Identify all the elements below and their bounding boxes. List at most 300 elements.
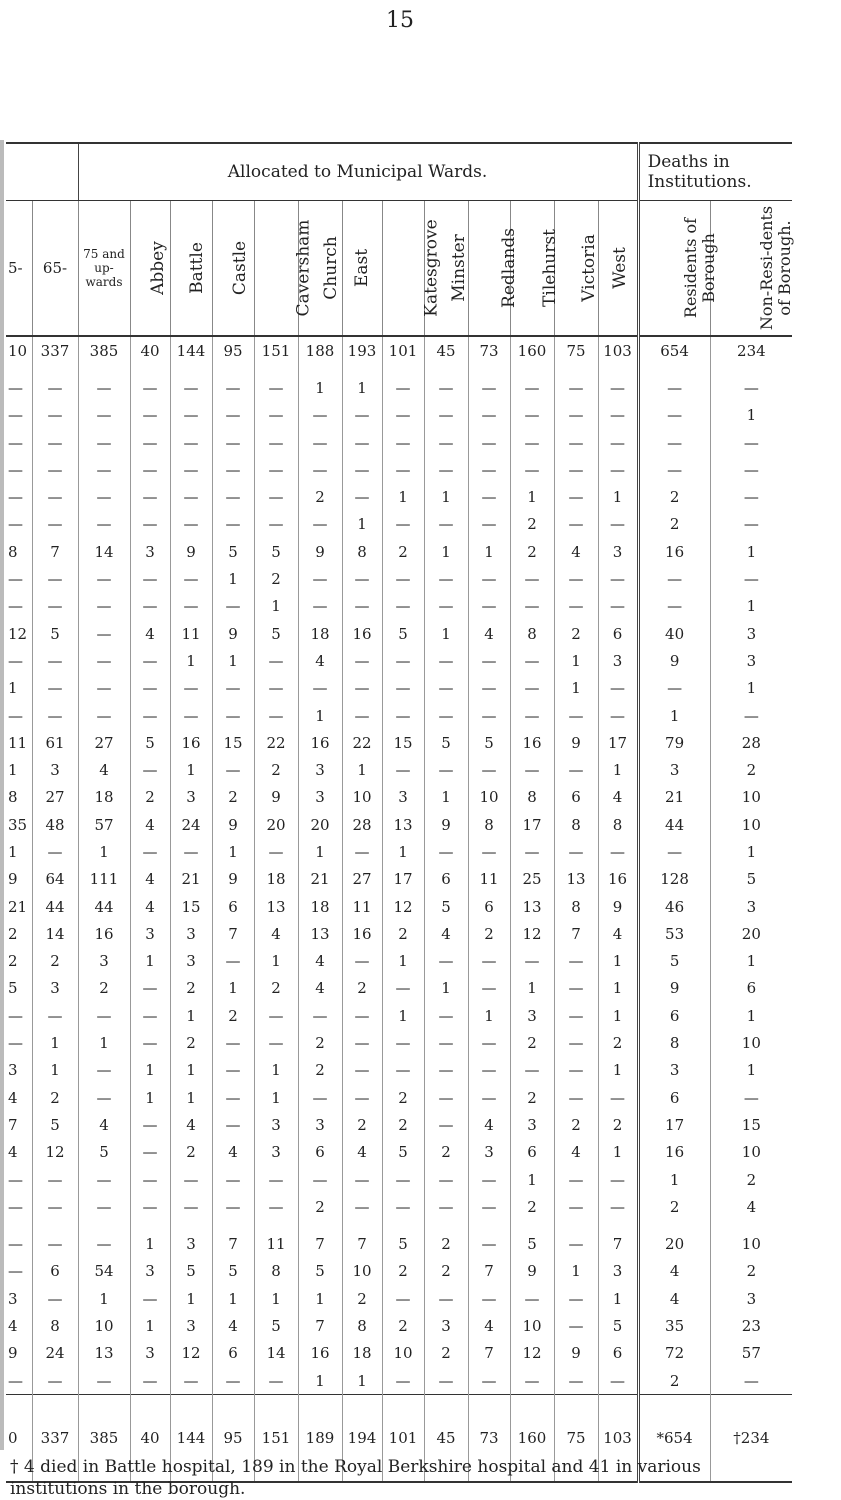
table-cell: — <box>342 948 382 975</box>
table-cell: — <box>342 838 382 865</box>
table-cell: 1 <box>254 1057 298 1084</box>
table-cell: 4 <box>130 893 170 920</box>
table-cell: 9 <box>212 620 254 647</box>
table-cell: 2 <box>170 1139 212 1166</box>
table-row <box>6 1166 792 1193</box>
table-cell: 337 <box>32 1395 78 1483</box>
table-cell: 2 <box>170 975 212 1002</box>
table-cell: 1 <box>254 1084 298 1111</box>
table-cell: — <box>170 565 212 592</box>
table-cell: — <box>468 511 510 538</box>
table-cell: 2 <box>510 1193 554 1220</box>
table-cell: — <box>8 651 23 670</box>
table-cell: — <box>212 1193 254 1220</box>
table-cell: — <box>78 1002 130 1029</box>
table-cell: — <box>598 1084 638 1111</box>
table-cell: 53 <box>638 920 710 947</box>
table-row <box>6 511 792 538</box>
table-cell: — <box>130 374 170 401</box>
table-cell: 2 <box>598 1111 638 1138</box>
table-cell: — <box>382 675 424 702</box>
table-row <box>6 675 792 702</box>
table-cell: 20 <box>254 811 298 838</box>
table-cell: — <box>424 456 468 483</box>
table-cell: 5 <box>254 538 298 565</box>
table-cell: — <box>710 456 792 483</box>
table-cell: 3 <box>170 1312 212 1339</box>
table-cell: 9 <box>554 729 598 756</box>
table-cell: 4 <box>554 1139 598 1166</box>
table-cell: 2 <box>342 975 382 1002</box>
table-cell: — <box>32 374 78 401</box>
table-cell: 18 <box>342 1340 382 1367</box>
table-cell: 44 <box>32 893 78 920</box>
table-cell: 101 <box>382 336 424 364</box>
table-cell: 151 <box>254 336 298 364</box>
table-cell: — <box>212 374 254 401</box>
table-cell: — <box>170 702 212 729</box>
table-cell: 7 <box>32 538 78 565</box>
table-cell: — <box>130 429 170 456</box>
table-cell: 1 <box>254 593 298 620</box>
table-cell: 4 <box>212 1312 254 1339</box>
table-cell: 1 <box>710 838 792 865</box>
table-row <box>6 456 792 483</box>
table-cell: 1 <box>342 1367 382 1395</box>
table-cell: 75 <box>554 336 598 364</box>
table-cell: 2 <box>254 565 298 592</box>
table-cell: 3 <box>254 1111 298 1138</box>
table-cell: 3 <box>424 1312 468 1339</box>
table-cell: — <box>424 374 468 401</box>
table-cell: — <box>510 756 554 783</box>
table-cell: 12 <box>170 1340 212 1367</box>
table-cell: 234 <box>710 336 792 364</box>
table-cell: 1 <box>510 1166 554 1193</box>
table-cell: 1 <box>8 842 18 861</box>
table-cell: 3 <box>598 538 638 565</box>
table-cell: — <box>254 374 298 401</box>
table-cell: 40 <box>130 336 170 364</box>
table-cell: — <box>254 1029 298 1056</box>
col-header-katesgrove: Katesgrove <box>421 219 442 317</box>
table-cell: — <box>212 429 254 456</box>
table-cell: 72 <box>638 1340 710 1367</box>
table-cell: 3 <box>130 538 170 565</box>
table-cell: 16 <box>638 538 710 565</box>
table-cell: 2 <box>468 920 510 947</box>
table-cell: 18 <box>78 784 130 811</box>
table-cell: — <box>382 565 424 592</box>
table-cell: — <box>554 1285 598 1312</box>
table-cell: — <box>342 483 382 510</box>
table-cell: — <box>342 1084 382 1111</box>
table-cell: 20 <box>638 1231 710 1258</box>
table-cell: 9 <box>212 811 254 838</box>
table-cell: 18 <box>298 620 342 647</box>
table-cell: 5 <box>130 729 170 756</box>
table-cell: 46 <box>638 893 710 920</box>
table-cell: 8 <box>8 542 18 561</box>
table-cell: — <box>130 402 170 429</box>
table-cell: 1 <box>598 1002 638 1029</box>
table-cell: 2 <box>298 1029 342 1056</box>
table-cell: — <box>212 702 254 729</box>
table-cell: — <box>170 675 212 702</box>
table-cell: — <box>212 756 254 783</box>
page-number: 15 <box>386 8 414 33</box>
table-cell: — <box>554 1367 598 1395</box>
table-cell: 4 <box>298 948 342 975</box>
table-row <box>6 1002 792 1029</box>
table-cell: — <box>8 378 23 397</box>
table-cell: 2 <box>298 483 342 510</box>
table-cell: 17 <box>382 866 424 893</box>
table-cell: 4 <box>8 1088 18 1107</box>
table-cell: 1 <box>424 483 468 510</box>
table-cell: 3 <box>510 1111 554 1138</box>
table-cell: 1 <box>78 1029 130 1056</box>
table-cell: 1 <box>382 483 424 510</box>
table-cell: — <box>382 975 424 1002</box>
table-cell: — <box>554 1231 598 1258</box>
table-cell: 40 <box>130 1395 170 1483</box>
page-edge-bar <box>0 140 4 1450</box>
table-cell: — <box>510 702 554 729</box>
table-cell: 8 <box>342 538 382 565</box>
table-row <box>6 1193 792 1220</box>
table-cell: — <box>342 456 382 483</box>
table-cell: — <box>342 1193 382 1220</box>
table-cell: 2 <box>554 1111 598 1138</box>
table-cell: 7 <box>8 1115 18 1134</box>
table-cell: — <box>710 1084 792 1111</box>
table-cell: — <box>32 456 78 483</box>
table-cell: — <box>424 838 468 865</box>
table-cell: 8 <box>554 811 598 838</box>
table-cell: 160 <box>510 336 554 364</box>
table-cell: 10 <box>8 341 28 360</box>
table-cell: 8 <box>8 788 18 807</box>
table-cell: — <box>170 593 212 620</box>
table-cell: 4 <box>130 620 170 647</box>
table-cell: 1 <box>170 756 212 783</box>
table-cell: 1 <box>298 838 342 865</box>
table-cell: 2 <box>424 1340 468 1367</box>
table-cell: — <box>8 1006 23 1025</box>
table-cell: — <box>382 456 424 483</box>
table-cell: — <box>638 675 710 702</box>
table-cell: 15 <box>710 1111 792 1138</box>
table-cell: 1 <box>170 1084 212 1111</box>
table-cell: 7 <box>212 920 254 947</box>
table-cell: 6 <box>710 975 792 1002</box>
table-cell: — <box>424 1057 468 1084</box>
table-cell: 10 <box>382 1340 424 1367</box>
table-cell: 7 <box>468 1340 510 1367</box>
table-cell: 1 <box>212 975 254 1002</box>
col-header-minster: Minster <box>448 234 469 302</box>
table-cell: 2 <box>638 1193 710 1220</box>
table-row <box>6 1029 792 1056</box>
table-cell: — <box>32 483 78 510</box>
table-row <box>6 1111 792 1138</box>
table-cell: 3 <box>468 1139 510 1166</box>
table-cell: — <box>598 593 638 620</box>
table-cell: 21 <box>638 784 710 811</box>
table-cell: 160 <box>510 1395 554 1483</box>
table-cell: 151 <box>254 1395 298 1483</box>
table-cell: 9 <box>510 1258 554 1285</box>
table-cell: — <box>212 1057 254 1084</box>
table-cell: 2 <box>298 1057 342 1084</box>
table-cell: — <box>254 1002 298 1029</box>
table-cell: 5 <box>254 1312 298 1339</box>
table-cell: 11 <box>342 893 382 920</box>
table-cell: 5 <box>212 1258 254 1285</box>
table-cell: 4 <box>342 1139 382 1166</box>
table-cell: 3 <box>170 948 212 975</box>
row-spacer <box>6 1221 792 1231</box>
table-cell: — <box>598 1193 638 1220</box>
table-cell: 10 <box>710 1029 792 1056</box>
col-header-caversham: Caversham <box>292 219 313 317</box>
table-cell: 4 <box>78 756 130 783</box>
table-cell: 44 <box>638 811 710 838</box>
table-cell: — <box>32 1193 78 1220</box>
table-cell: 1 <box>212 565 254 592</box>
table-cell: 5 <box>382 1139 424 1166</box>
group-header-row <box>6 143 792 201</box>
col-header-residents: Residents of Borough <box>680 217 718 318</box>
table-cell: — <box>254 456 298 483</box>
table-cell: — <box>32 593 78 620</box>
table-cell: 3 <box>130 1258 170 1285</box>
table-cell: — <box>510 647 554 674</box>
table-cell: — <box>424 756 468 783</box>
table-cell: — <box>424 1166 468 1193</box>
table-cell: — <box>130 1002 170 1029</box>
table-cell: 24 <box>170 811 212 838</box>
table-cell: — <box>170 511 212 538</box>
table-cell: 1 <box>170 1285 212 1312</box>
table-cell: — <box>468 429 510 456</box>
table-cell: 10 <box>710 811 792 838</box>
table-cell: — <box>710 1367 792 1395</box>
table-cell: 2 <box>212 1002 254 1029</box>
table-cell: 3 <box>298 1111 342 1138</box>
table-cell: 1 <box>78 838 130 865</box>
table-cell: — <box>424 1367 468 1395</box>
table-cell: — <box>32 402 78 429</box>
table-cell: — <box>510 675 554 702</box>
table-cell: 2 <box>638 1367 710 1395</box>
table-cell: 16 <box>298 1340 342 1367</box>
table-cell: 2 <box>254 756 298 783</box>
table-cell: — <box>32 702 78 729</box>
col-header-redlands: Redlands <box>498 228 519 308</box>
table-cell: — <box>342 593 382 620</box>
table-row <box>6 593 792 620</box>
table-cell: †234 <box>710 1395 792 1483</box>
table-cell: — <box>468 1057 510 1084</box>
table-cell: 18 <box>254 866 298 893</box>
col-header-church: Church <box>320 236 341 300</box>
table-row <box>6 429 792 456</box>
table-cell: 1 <box>710 1057 792 1084</box>
table-cell: 103 <box>598 336 638 364</box>
table-cell: — <box>8 1197 23 1216</box>
table-cell: 3 <box>510 1002 554 1029</box>
table-cell: 9 <box>170 538 212 565</box>
table-cell: — <box>468 1285 510 1312</box>
table-cell: 2 <box>710 1258 792 1285</box>
table-cell: — <box>130 483 170 510</box>
table-cell: — <box>382 1193 424 1220</box>
table-cell: — <box>78 429 130 456</box>
table-cell: — <box>382 1285 424 1312</box>
table-cell: — <box>170 456 212 483</box>
table-cell: — <box>78 1231 130 1258</box>
table-cell: 1 <box>130 1057 170 1084</box>
table-cell: 1 <box>710 675 792 702</box>
table-cell: *654 <box>638 1395 710 1483</box>
table-cell: — <box>554 975 598 1002</box>
table-cell: 9 <box>298 538 342 565</box>
table-cell: 1 <box>554 647 598 674</box>
table-cell: 24 <box>32 1340 78 1367</box>
table-cell: 2 <box>424 1258 468 1285</box>
table-cell: 57 <box>78 811 130 838</box>
table-row <box>6 702 792 729</box>
table-cell: — <box>554 456 598 483</box>
table-cell: 2 <box>510 538 554 565</box>
table-cell: — <box>130 1166 170 1193</box>
table-row <box>6 565 792 592</box>
table-cell: 12 <box>510 920 554 947</box>
table-cell: — <box>710 374 792 401</box>
table-cell: 21 <box>8 897 28 916</box>
table-cell: — <box>254 1193 298 1220</box>
table-cell: 9 <box>8 1344 18 1363</box>
table-cell: 1 <box>8 679 18 698</box>
table-cell: 8 <box>554 893 598 920</box>
table-cell: 73 <box>468 336 510 364</box>
table-cell: — <box>382 402 424 429</box>
table-cell: — <box>510 948 554 975</box>
table-cell: 2 <box>382 1312 424 1339</box>
table-cell: — <box>254 838 298 865</box>
table-cell: 16 <box>342 620 382 647</box>
table-cell: 2 <box>212 784 254 811</box>
table-cell: — <box>254 702 298 729</box>
table-cell: 4 <box>298 975 342 1002</box>
table-cell: 4 <box>710 1193 792 1220</box>
table-cell: 2 <box>382 1084 424 1111</box>
table-cell: 1 <box>710 593 792 620</box>
table-cell: 7 <box>342 1231 382 1258</box>
table-cell: 128 <box>638 866 710 893</box>
table-cell: — <box>510 429 554 456</box>
table-cell: — <box>598 1367 638 1395</box>
table-cell: 1 <box>554 1258 598 1285</box>
table-cell: 3 <box>638 1057 710 1084</box>
table-cell: — <box>424 429 468 456</box>
table-cell: — <box>130 1285 170 1312</box>
table-cell: 9 <box>8 870 18 889</box>
table-cell: — <box>78 702 130 729</box>
table-cell: — <box>298 429 342 456</box>
table-cell: — <box>130 647 170 674</box>
table-cell: 16 <box>510 729 554 756</box>
table-cell: 654 <box>638 336 710 364</box>
table-cell: 61 <box>32 729 78 756</box>
table-cell: — <box>468 1166 510 1193</box>
table-cell: — <box>554 593 598 620</box>
table-cell: 5 <box>424 729 468 756</box>
col-header-victoria: Victoria <box>578 234 599 302</box>
table-cell: 22 <box>342 729 382 756</box>
table-cell: 1 <box>382 838 424 865</box>
table-cell: — <box>8 1170 23 1189</box>
table-cell: 1 <box>382 1002 424 1029</box>
table-cell: — <box>298 1002 342 1029</box>
table-cell: — <box>554 374 598 401</box>
table-cell: 7 <box>298 1231 342 1258</box>
table-cell: 6 <box>638 1002 710 1029</box>
table-cell: 17 <box>638 1111 710 1138</box>
table-cell: — <box>510 456 554 483</box>
table-cell: — <box>78 1166 130 1193</box>
table-cell: 2 <box>342 1285 382 1312</box>
table-cell: — <box>32 838 78 865</box>
table-row <box>6 538 792 565</box>
table-cell: — <box>254 402 298 429</box>
table-cell: 9 <box>212 866 254 893</box>
table-cell: — <box>32 1285 78 1312</box>
table-cell: 194 <box>342 1395 382 1483</box>
table-row <box>6 1367 792 1395</box>
table-cell: 8 <box>510 620 554 647</box>
table-cell: 5 <box>78 1139 130 1166</box>
table-row <box>6 729 792 756</box>
table-cell: 2 <box>598 1029 638 1056</box>
table-cell: 11 <box>170 620 212 647</box>
table-cell: — <box>554 1084 598 1111</box>
table-cell: 1 <box>554 675 598 702</box>
table-cell: 45 <box>424 336 468 364</box>
table-cell: 1 <box>424 975 468 1002</box>
table-cell: 8 <box>510 784 554 811</box>
table-cell: — <box>8 570 23 589</box>
table-cell: — <box>130 756 170 783</box>
table-cell: 2 <box>382 538 424 565</box>
table-row <box>6 647 792 674</box>
table-cell: 10 <box>342 1258 382 1285</box>
table-cell: — <box>130 1111 170 1138</box>
table-cell: 1 <box>170 647 212 674</box>
table-cell: 12 <box>382 893 424 920</box>
table-cell: — <box>130 593 170 620</box>
table-row <box>6 1139 792 1166</box>
table-cell: — <box>254 1367 298 1395</box>
table-cell: 2 <box>342 1111 382 1138</box>
table-row <box>6 838 792 865</box>
table-cell: 13 <box>382 811 424 838</box>
table-row <box>6 784 792 811</box>
table-cell: — <box>554 1312 598 1339</box>
table-cell: — <box>554 511 598 538</box>
